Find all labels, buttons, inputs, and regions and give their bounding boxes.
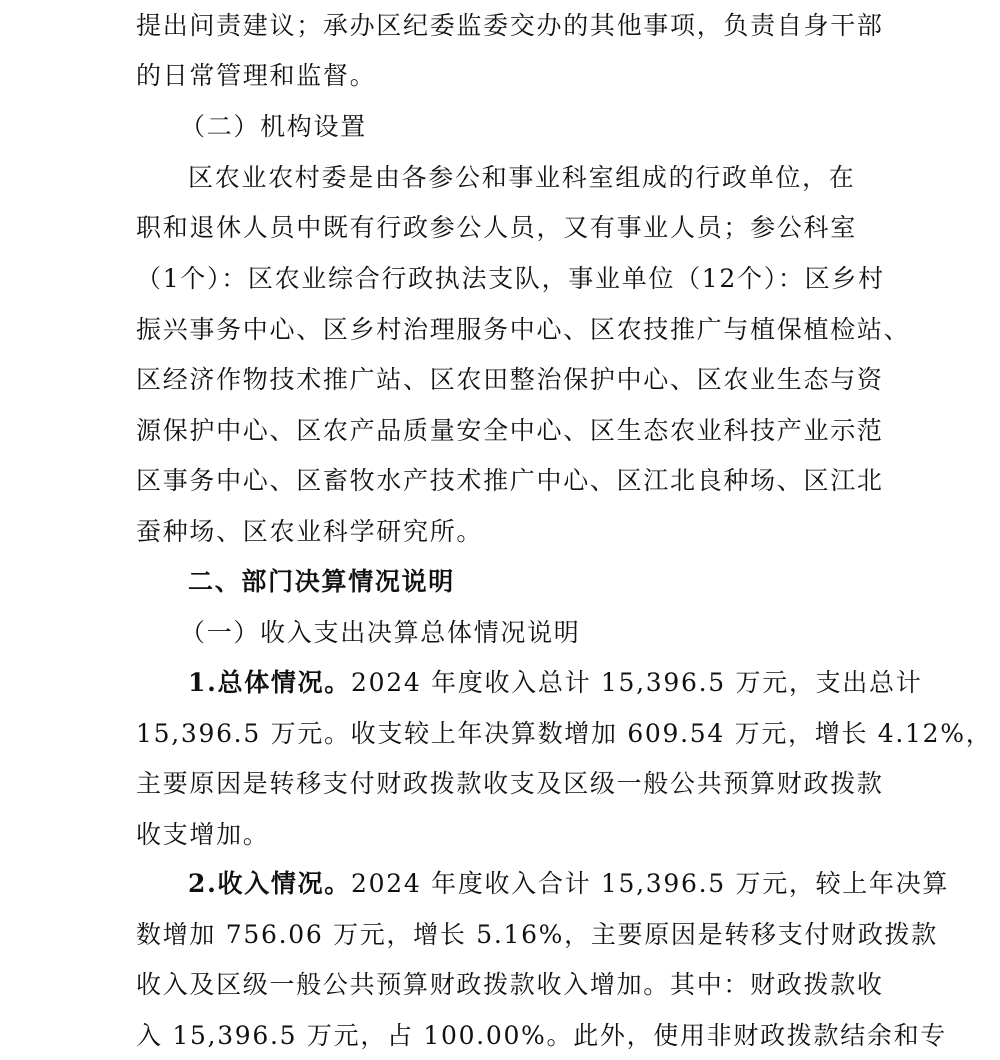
body-text-line: 职和退休人员中既有行政参公人员，又有事业人员；参公科室 (136, 213, 857, 242)
body-text-line: （1个）：区农业综合行政执法支队，事业单位（12个）：区乡村 (136, 264, 885, 293)
paragraph-income-line1 (188, 866, 949, 902)
paragraph-total-line1 (188, 665, 922, 701)
subsection-heading-org: （二）机构设置 (180, 112, 367, 141)
body-text-line: 区事务中心、区畜牧水产技术推广中心、区江北良种场、区江北 (136, 466, 884, 495)
paragraph-total-text: 2024 年度收入总计 15,396.5 万元，支出总计 (351, 668, 923, 697)
subsection-heading-summary: （一）收入支出决算总体情况说明 (180, 618, 581, 647)
body-text-line: 15,396.5 万元。收支较上年决算数增加 609.54 万元，增长 4.12%， (136, 719, 993, 748)
body-text-line: 收入及区级一般公共预算财政拨款收入增加。其中：财政拨款收 (136, 970, 884, 999)
body-text-line: 入 15,396.5 万元，占 100.00%。此外，使用非财政拨款结余和专 (136, 1021, 948, 1050)
body-text-line: 蚕种场、区农业科学研究所。 (136, 517, 484, 546)
body-text-line: 提出问责建议；承办区纪委监委交办的其他事项，负责自身干部 (136, 11, 884, 40)
body-text-line: 的日常管理和监督。 (136, 61, 377, 90)
body-text-line: 振兴事务中心、区乡村治理服务中心、区农技推广与植保植检站、 (136, 315, 911, 344)
body-text-line: 主要原因是转移支付财政拨款收支及区级一般公共预算财政拨款 (136, 769, 884, 798)
paragraph-income-label: 2.收入情况。 (188, 869, 351, 898)
body-text-line: 数增加 756.06 万元，增长 5.16%，主要原因是转移支付财政拨款 (136, 920, 938, 949)
body-text-line: 源保护中心、区农产品质量安全中心、区生态农业科技产业示范 (136, 416, 884, 445)
body-text-line: 收支增加。 (136, 820, 270, 849)
paragraph-income-text: 2024 年度收入合计 15,396.5 万元，较上年决算 (351, 869, 950, 898)
body-text-line: 区经济作物技术推广站、区农田整治保护中心、区农业生态与资 (136, 365, 884, 394)
paragraph-total-label: 1.总体情况。 (188, 668, 351, 697)
section-heading: 二、部门决算情况说明 (188, 567, 456, 596)
body-text-line: 区农业农村委是由各参公和事业科室组成的行政单位，在 (188, 163, 856, 192)
